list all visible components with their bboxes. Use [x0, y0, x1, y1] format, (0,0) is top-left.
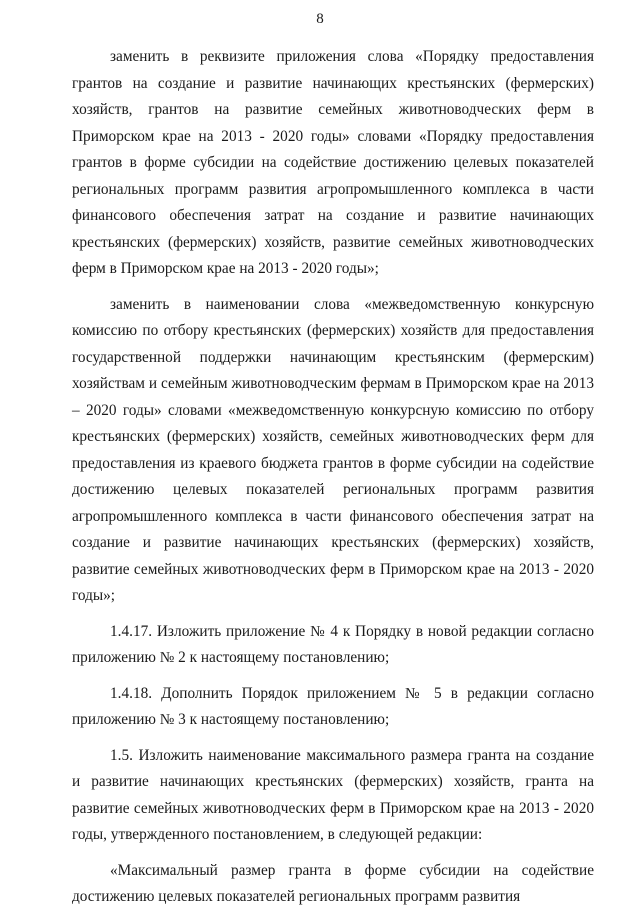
document-body: [72, 44, 594, 920]
paragraph-1-4-17: 1.4.17. Изложить приложение № 4 к Порядку в новой редакции согласно приложению № 2 к настоящему постановлению;: [72, 622, 594, 666]
page-number: 8: [316, 11, 324, 27]
paragraph-replace-requisite: заменить в реквизите приложения слова «Порядку предоставления грантов на создание и развитие начинающих крестьянских (фермерских) хозяйств, грантов на развитие семейных животноводческих ферм в Приморском крае на 2013 - 2020 годы» словами «Порядку предоставления грантов в форме субсидии на содействие достижению целевых показателей региональных программ развития агропромышленного комплекса в части финансового обеспечения затрат на создание и развитие начинающих крестьянских (фермерских) хозяйств, развитие семейных животноводческих ферм в Приморском крае на 2013 - 2020 годы»;: [72, 48, 594, 277]
paragraph-quote-start: «Максимальный размер гранта в форме субсидии на содействие достижению целевых показателей региональных программ развития: [72, 861, 594, 905]
paragraph-1-5: 1.5. Изложить наименование максимального размера гранта на создание и развитие начинающих крестьянских (фермерских) хозяйств, гранта на развитие семейных животноводческих ферм в Приморском крае на 2013 - 2020 годы, утвержденного постановлением, в следующей редакции:: [72, 746, 594, 843]
paragraph-1-4-18: 1.4.18. Дополнить Порядок приложением № 5 в редакции согласно приложению № 3 к настоящему постановлению;: [72, 684, 594, 728]
paragraph-replace-name: заменить в наименовании слова «межведомственную конкурсную комиссию по отбору крестьянских (фермерских) хозяйств для предоставления государственной поддержки начинающим крестьянским (фермерским) хозяйствам и семейным животноводческим фермам в Приморском крае на 2013 – 2020 годы» словами «межведомственную конкурсную комиссию по отбору крестьянских (фермерских) хозяйств, семейных животноводческих ферм для предоставления из краевого бюджета грантов в форме субсидии на содействие достижению целевых показателей региональных программ развития агропромышленного комплекса в части финансового обеспечения затрат на создание и развитие начинающих крестьянских (фермерских) хозяйств, развитие семейных животноводческих ферм в Приморском крае на 2013 - 2020 годы»;: [72, 295, 594, 604]
